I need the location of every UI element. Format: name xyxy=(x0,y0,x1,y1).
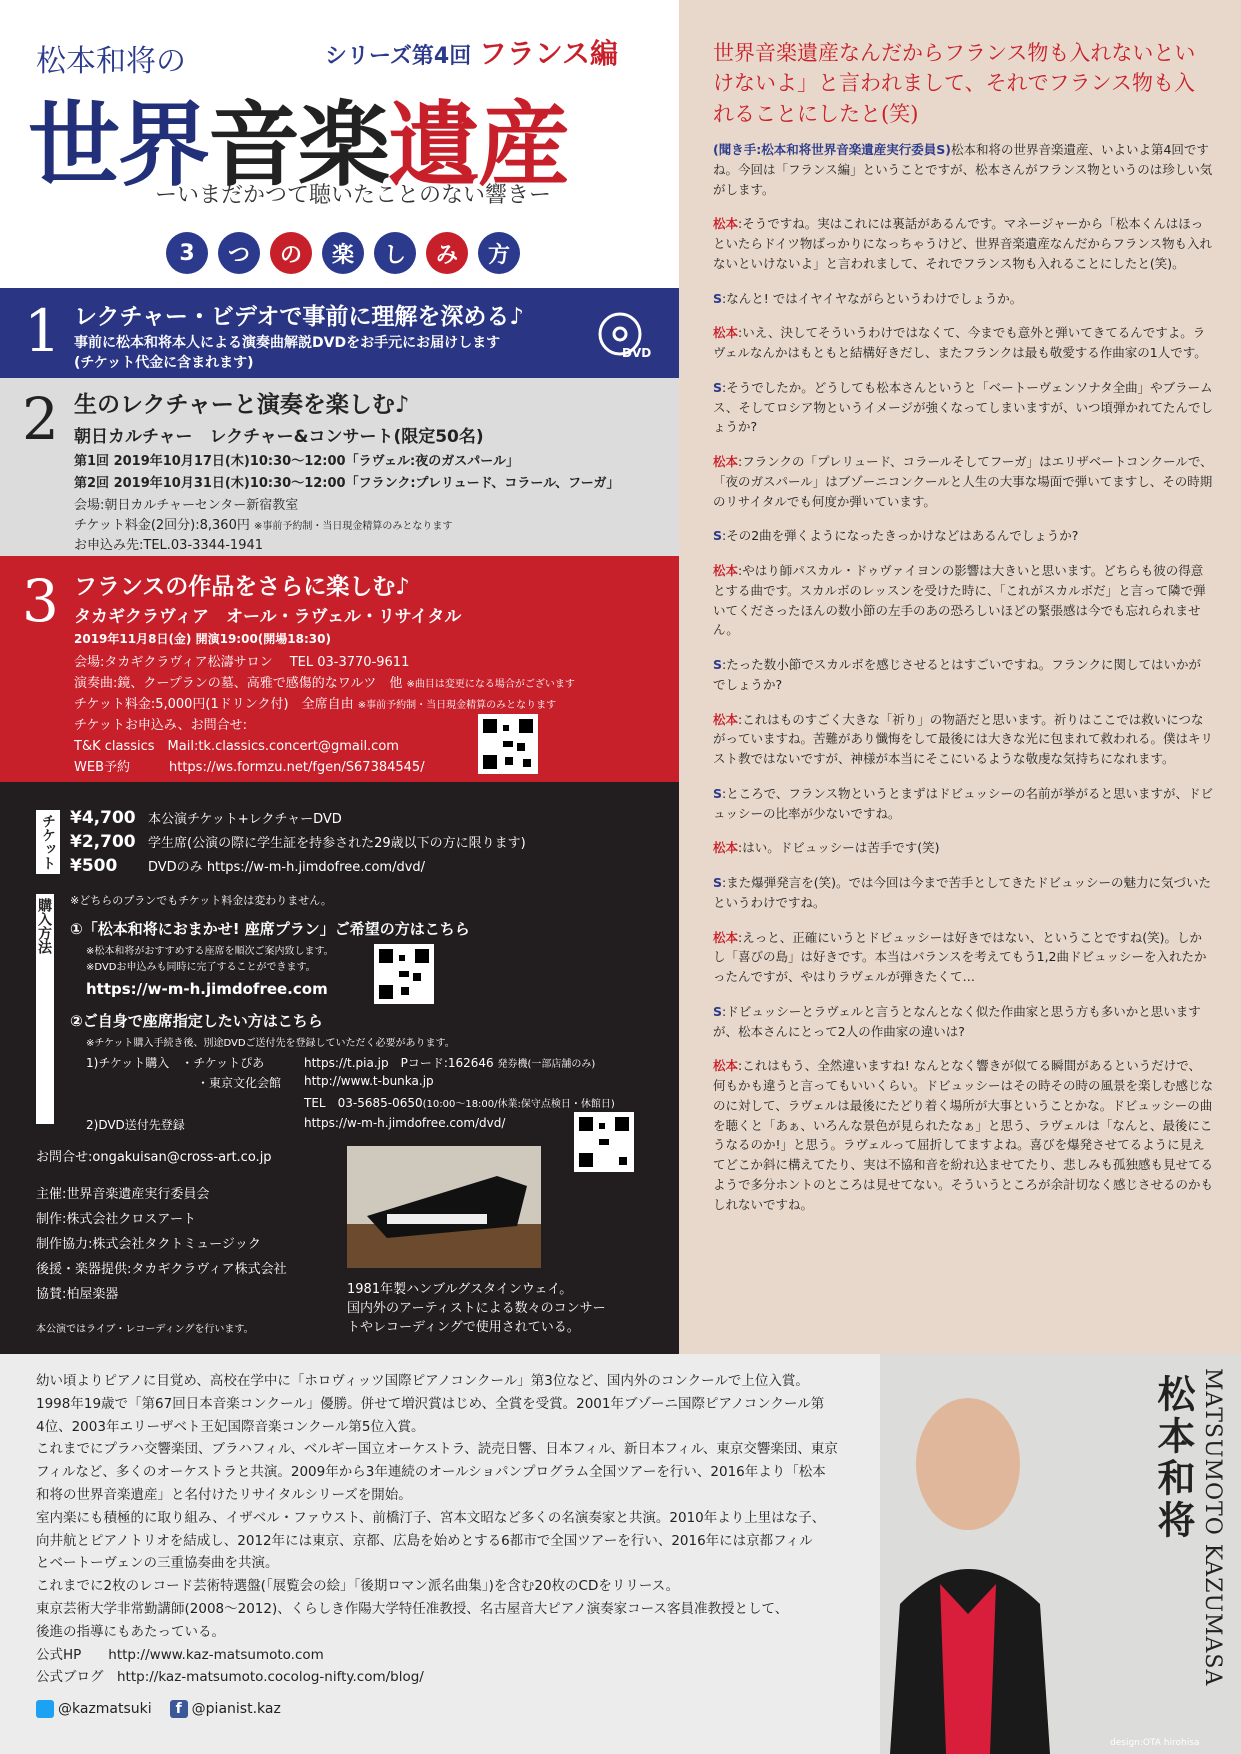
speaker-text: そうですね。実はこれには裏話があるんです。マネージャーから「松本くんはほっといたらドイツ物ばっかりになっちゃうけど、世界音楽遺産なんだからフランス物も入れないといけないよ」と言われまして、それでフランス物も入れることにしたと(笑)。 xyxy=(713,216,1213,271)
section-heading: レクチャー・ビデオで事前に理解を深める♪ xyxy=(74,304,525,330)
subtitle: ーいまだかつて聴いたことのない響きー xyxy=(155,183,552,208)
price-row xyxy=(70,832,526,856)
interview-paragraph xyxy=(713,323,1213,363)
program-text: 演奏曲:鏡、クープランの墓、高雅で感傷的なワルツ 他 xyxy=(74,676,403,691)
note-text: ※DVDお申込みも同時に完了することができます。 xyxy=(86,962,316,973)
note-text: ※どちらのプランでもチケット料金は変わりません。 xyxy=(70,894,332,907)
section-2 xyxy=(0,378,679,556)
speaker-separator: : xyxy=(738,325,743,341)
facebook-handle[interactable]: @pianist.kaz xyxy=(191,1701,281,1717)
section-heading: 生のレクチャーと演奏を楽しむ♪ xyxy=(74,392,410,418)
ticket-info xyxy=(0,782,679,1354)
series-label xyxy=(325,32,618,72)
speaker-label: S xyxy=(713,379,723,395)
speaker-separator: : xyxy=(722,290,727,306)
recording-note: 本公演ではライブ・レコーディングを行います。 xyxy=(36,1324,254,1335)
profile-line: 公式ブログ http://kaz-matsumoto.cocolog-nifty.com/blog/ xyxy=(36,1669,424,1686)
qr-code-icon[interactable] xyxy=(574,1112,634,1172)
bunka-link[interactable]: http://www.t-bunka.jp xyxy=(304,1074,434,1088)
artist-name-en: MATSUMOTO KAZUMASA xyxy=(1200,1368,1225,1687)
section-number: 2 xyxy=(22,385,59,453)
price-row xyxy=(70,856,526,880)
speaker-label: 松本 xyxy=(713,454,739,469)
speaker-separator: : xyxy=(722,528,727,544)
design-credit: design:OTA hirohisa xyxy=(1110,1738,1200,1748)
circle-char: し xyxy=(374,232,416,274)
series-edition: フランス編 xyxy=(478,37,619,70)
caption-line: 1981年製ハンブルグスタインウェイ。 xyxy=(347,1282,573,1297)
interview-paragraph xyxy=(713,214,1213,273)
intro-text: 松本和将の世界音楽遺産、いよいよ第4回ですね。今回は「フランス編」ということですが、松本さんがフランス物というのは珍しい気がします。 xyxy=(713,142,1213,197)
twitter-handle[interactable]: @kazmatsuki xyxy=(58,1701,152,1717)
interview-paragraph xyxy=(713,289,1213,309)
speaker-label: 松本 xyxy=(713,216,739,232)
circle-char: み xyxy=(426,232,468,274)
social-links xyxy=(36,1700,281,1718)
section-sub: 朝日カルチャー レクチャー&コンサート(限定50名) xyxy=(74,427,484,447)
organizer-item: 協賛:柏屋楽器 xyxy=(36,1287,119,1302)
profile-line: 和将の世界音楽遺産」と名付けたリサイタルシリーズを開始。 xyxy=(36,1486,412,1503)
section-number: 3 xyxy=(22,567,59,635)
speaker-text: えっと、正確にいうとドビュッシーは好きではない、ということですね(笑)。しかし「喜びの島」は好きです。本当はバランスを考えてもう1,2曲ドビュッシーを入れたかったんですが、やはりラヴェルが弾きたくて… xyxy=(713,929,1207,984)
note-text: ※チケット購入手続き後、別途DVDご送付先を登録していただく必要があります。 xyxy=(86,1038,455,1049)
speaker-label: S xyxy=(713,657,723,672)
profile-line: 公式HP http://www.kaz-matsumoto.com xyxy=(36,1646,324,1663)
phone-number: TEL 03-5685-0650 xyxy=(304,1096,423,1110)
organizer-item: 主催:世界音楽遺産実行委員会 xyxy=(36,1187,210,1202)
section-line xyxy=(74,693,556,712)
dvd-label: DVD xyxy=(622,346,652,360)
speaker-separator: : xyxy=(738,1058,743,1074)
price-amount: ¥500 xyxy=(70,856,118,876)
section-line: 第1回 2019年10月17日(木)10:30〜12:00「ラヴェル:夜のガスパール」 xyxy=(74,454,519,469)
title-part-3: 遺産 xyxy=(388,91,569,199)
speaker-text: これはものすごく大きな「祈り」の物語だと思います。祈りはここでは救いにつながっていますね。苦難があり懺悔をして最後には大きな光に包まれて救われる。僕はキリスト教ではないですが、神様が本当にそこにいるような敬虔な気持ちになれます。 xyxy=(713,711,1214,766)
speaker-label: S xyxy=(713,528,723,544)
section-line xyxy=(74,514,452,533)
speaker-separator: : xyxy=(738,711,743,727)
note-text: ※曲目は変更になる場合がございます xyxy=(406,679,575,690)
price-amount: ¥2,700 xyxy=(70,832,136,852)
speaker-label: S xyxy=(713,290,723,306)
interview-paragraph xyxy=(713,873,1213,913)
speaker-text: フランクの「プレリュード、コラールそしてフーガ」はエリザベートコンクールで、「夜のガスパール」はブゾーニコンクールと人生の大事な場面で弾いてますし、その時期のリサイタルでも何度か弾いています。 xyxy=(713,454,1213,509)
section-line: 事前に松本和将本人による演奏曲解説DVDをお手元にお届けします xyxy=(74,335,501,351)
plan-1-link[interactable]: https://w-m-h.jimdofree.com xyxy=(86,980,328,998)
note-text: 発券機(一部店舗のみ) xyxy=(497,1059,596,1070)
twitter-icon xyxy=(36,1700,54,1718)
contact-mail-link[interactable]: T&K classics Mail:tk.classics.concert@gmail.com xyxy=(74,739,399,754)
interview-paragraph xyxy=(713,655,1213,695)
header xyxy=(0,0,679,288)
speaker-text: やはり師パスカル・ドゥヴァイヨンの影響は大きいと思います。どちらも彼の得意とする曲です。スカルボのレッスンを受けた時に、「これがスカルボだ」と言って隣で弾いてくださったほんの数小節の左手のあの恐ろしいほどの緊張感は今でも忘れられません。 xyxy=(713,563,1206,638)
section-line: お申込み先:TEL.03-3344-1941 xyxy=(74,538,264,553)
three-ways-circles xyxy=(166,232,520,274)
ticket-price-text: チケット料金:5,000円(1ドリンク付) 全席自由 xyxy=(74,697,354,712)
profile-line: フィルなど、多くのオーケストラと共演。2009年から3年連続のオールショパンプログラム全国ツアーを行い、2016年より「松本 xyxy=(36,1464,826,1481)
speaker-label: 松本 xyxy=(713,929,739,945)
note-text: ※松本和将がおすすめする座席を順次ご案内致します。 xyxy=(86,946,334,957)
interview-body xyxy=(713,140,1213,1229)
interview-paragraph xyxy=(713,378,1213,437)
interviewer-tag: (聞き手:松本和将世界音楽遺産実行委員S) xyxy=(713,142,951,157)
speaker-text: はい。ドビュッシーは苦手です(笑) xyxy=(742,840,940,856)
speaker-text: その2曲を弾くようになったきっかけなどはあるんでしょうか? xyxy=(726,528,1079,544)
profile xyxy=(0,1354,1241,1754)
speaker-text: ところで、フランス物というとまずはドビュッシーの名前が挙がると思いますが、ドビュッシーの比率が少ないですね。 xyxy=(713,785,1213,821)
price-desc: DVDのみ https://w-m-h.jimdofree.com/dvd/ xyxy=(148,860,426,875)
dvd-icon xyxy=(598,310,650,362)
profile-line: 後進の指導にもあたっている。 xyxy=(36,1623,225,1640)
speaker-separator: : xyxy=(738,929,743,945)
speaker-separator: : xyxy=(738,840,743,856)
purchase-step: ・東京文化会館 xyxy=(197,1076,282,1090)
interview-paragraph xyxy=(713,561,1213,640)
section-heading: フランスの作品をさらに楽しむ♪ xyxy=(74,574,410,600)
organizer-list xyxy=(36,1182,287,1307)
profile-line: 4位、2003年エリーザベト王妃国際音楽コンクール第5位入賞。 xyxy=(36,1418,425,1435)
ticket-price-text: チケット料金(2回分):8,360円 xyxy=(74,518,250,533)
interview xyxy=(679,0,1241,1354)
price-row xyxy=(70,808,526,832)
profile-line: 幼い頃よりピアノに目覚め、高校在学中に「ホロヴィッツ国際ピアノコンクール」第3位など、国内外のコンクールで上位入賞。 xyxy=(36,1373,809,1389)
profile-line: とベートーヴェンの三重協奏曲を共演。 xyxy=(36,1555,279,1572)
contact-email[interactable]: お問合せ:ongakuisan@cross-art.co.jp xyxy=(36,1150,272,1165)
speaker-text: ドビュッシーとラヴェルと言うとなんとなく似た作曲家と思う方も多いかと思いますが、松本さんにとって2人の作曲家の違いは? xyxy=(713,1003,1201,1039)
pia-link[interactable] xyxy=(304,1054,595,1071)
piano-caption xyxy=(347,1280,606,1337)
speaker-label: S xyxy=(713,1003,723,1019)
plan-1-heading: ①「松本和将におまかせ! 座席プラン」ご希望の方はこちら xyxy=(70,920,470,938)
speaker-label: 松本 xyxy=(713,325,739,341)
title-part-1: 世界 xyxy=(28,91,209,199)
speaker-separator: : xyxy=(722,1003,727,1019)
caption-line: 国内外のアーティストによる数々のコンサー xyxy=(347,1301,606,1316)
section-line: 会場:朝日カルチャーセンター新宿教室 xyxy=(74,498,299,513)
speaker-text: なんと! ではイヤイヤながらというわけでしょうか。 xyxy=(726,290,1023,306)
name-prefix: 松本和将の xyxy=(36,44,186,79)
section-number: 1 xyxy=(24,297,61,365)
price-amount: ¥4,700 xyxy=(70,808,136,828)
circle-char: つ xyxy=(218,232,260,274)
speaker-separator: : xyxy=(722,875,727,890)
circle-char: の xyxy=(270,232,312,274)
speaker-label: 松本 xyxy=(713,711,739,727)
profile-text xyxy=(36,1370,886,1689)
purchase-step: 1)チケット購入 ・チケットぴあ xyxy=(86,1056,265,1070)
series-number: シリーズ第4回 xyxy=(325,44,472,69)
qr-code-icon[interactable] xyxy=(478,714,538,774)
note-text: ※事前予約制・当日現金精算のみとなります xyxy=(253,521,453,532)
speaker-separator: : xyxy=(738,563,743,578)
purchase-step: 2)DVD送付先登録 xyxy=(86,1118,185,1132)
speaker-label: 松本 xyxy=(713,1058,739,1074)
interview-paragraph xyxy=(713,784,1213,824)
speaker-separator: : xyxy=(738,216,743,232)
pia-url[interactable]: https://t.pia.jp Pコード:162646 xyxy=(304,1056,494,1070)
price-desc: 学生席(公演の際に学生証を持参された29歳以下の方に限ります) xyxy=(148,836,526,851)
facebook-link[interactable] xyxy=(170,1700,281,1718)
title-part-2: 音楽 xyxy=(208,91,389,199)
speaker-separator: : xyxy=(722,379,727,395)
profile-line: 1998年19歳で「第67回日本音楽コンクール」優勝。併せて増沢賞はじめ、全賞を受賞。2001年ブゾーニ国際ピアノコンクール第 xyxy=(36,1395,825,1412)
speaker-text: これはもう、全然違いますね! なんとなく響きが似てる瞬間があるというだけで、何もかも違うと言ってもいいくらい。ドビュッシーはその時その時の風景を楽しむ感じなのに対して、ラヴェルは最後にたどり着く場所が大事ということかな。ドビュッシーの曲を聴くと「あぁ、いろんな景色が見られたなぁ」と思う、ラヴェルは「なんと、最後にこうなるのか!」と思う。ラヴェルって屈折してますよね。喜びを爆発させてるように見えてどこか斜に構えてたり、実は不協和音を紛れ込ませてたり、悲しみも孤独感も見せてるようで多分ホントのところは見せてない。そういうところが余計切なく感じさせるのかもしれないですね。 xyxy=(713,1058,1214,1212)
speaker-label: 松本 xyxy=(713,563,739,578)
web-reservation-link[interactable]: WEB予約 https://ws.formzu.net/fgen/S67384545/ xyxy=(74,760,425,775)
circle-char: 方 xyxy=(478,232,520,274)
organizer-item: 制作:株式会社クロスアート xyxy=(36,1212,196,1227)
section-line xyxy=(74,672,575,691)
interview-paragraph xyxy=(713,452,1213,511)
interview-paragraph xyxy=(713,1056,1213,1214)
profile-line: これまでに2枚のレコード芸術特選盤(「展覧会の絵」「後期ロマン派名曲集」)を含む20枚のCDをリリース。 xyxy=(36,1578,680,1595)
section-line: チケットお申込み、お問合せ: xyxy=(74,718,247,733)
speaker-label: S xyxy=(713,785,723,801)
speaker-text: そうでしたか。どうしても松本さんというと「ベートーヴェンソナタ全曲」やブラームス、そしてロシア物というイメージが強くなってしまいますが、いつ頃弾かれてたんでしょうか? xyxy=(713,379,1214,435)
section-line: (チケット代金に含まれます) xyxy=(74,355,254,371)
plan-2-heading: ②ご自身で座席指定したい方はこちら xyxy=(70,1012,323,1030)
profile-line: 東京芸術大学非常勤講師(2008〜2012)、くらしき作陽大学特任准教授、名古屋音大ピアノ演奏家コース客員准教授として、 xyxy=(36,1600,789,1617)
price-desc: 本公演チケット+レクチャーDVD xyxy=(148,812,342,827)
interview-intro xyxy=(713,140,1213,199)
circle-char: 3 xyxy=(166,232,208,274)
twitter-link[interactable] xyxy=(36,1700,152,1718)
section-line: 会場:タカギクラヴィア松濤サロン TEL 03-3770-9611 xyxy=(74,655,410,670)
speaker-separator: : xyxy=(722,657,727,672)
artist-name-jp: 松本和将 xyxy=(1151,1374,1196,1542)
speaker-text: いえ、決してそういうわけではなくて、今までも意外と弾いてきてるんですよ。ラヴェルなんかはもともと結構好きだし、またフランクは最も敬愛する作曲家の1人です。 xyxy=(713,325,1207,360)
section-1 xyxy=(0,288,679,378)
profile-line: これまでにプラハ交響楽団、ブラハフィル、ベルギー国立オーケストラ、読売日響、日本フィル、新日本フィル、東京交響楽団、東京 xyxy=(36,1441,838,1458)
ticket-label: チケット xyxy=(36,810,60,874)
organizer-item: 後援・楽器提供:タカギクラヴィア株式会社 xyxy=(36,1262,287,1277)
interview-paragraph xyxy=(713,838,1213,858)
piano-photo xyxy=(347,1146,541,1268)
note-text: ※事前予約制・当日現金精算のみとなります xyxy=(357,700,557,711)
section-line: 第2回 2019年10月31日(木)10:30〜12:00「フランク:プレリュード、コラール、フーガ」 xyxy=(74,476,620,491)
speaker-separator: : xyxy=(722,785,727,801)
circle-char: 楽 xyxy=(322,232,364,274)
interview-paragraph xyxy=(713,928,1213,987)
facebook-icon: f xyxy=(170,1700,188,1718)
dvd-register-link[interactable]: https://w-m-h.jimdofree.com/dvd/ xyxy=(304,1116,506,1130)
speaker-separator: : xyxy=(738,454,743,469)
speaker-text: また爆弾発言を(笑)。では今回は今まで苦手としてきたドビュッシーの魅力に気づいたというわけですね。 xyxy=(713,875,1211,910)
speaker-label: S xyxy=(713,875,723,890)
interview-paragraph xyxy=(713,710,1213,769)
price-list xyxy=(70,808,526,880)
profile-line: 向井航とピアノトリオを結成し、2012年には東京、京都、広島を始めとする6都市で全国ツアーを行い、2016年には京都フィル xyxy=(36,1532,813,1549)
interview-paragraph xyxy=(713,526,1213,546)
section-3 xyxy=(0,556,679,782)
speaker-label: 松本 xyxy=(713,840,739,856)
qr-code-icon[interactable] xyxy=(374,944,434,1004)
section-line: 2019年11月8日(金) 開演19:00(開場18:30) xyxy=(74,632,331,646)
interview-paragraph xyxy=(713,1002,1213,1042)
organizer-item: 制作協力:株式会社タクトミュージック xyxy=(36,1237,261,1252)
phone-text xyxy=(304,1094,615,1111)
note-text: (10:00〜18:00/休業:保守点検日・休館日) xyxy=(422,1099,615,1110)
interview-headline: 世界音楽遺産なんだからフランス物も入れないといけないよ」と言われまして、それでフランス物も入れることにしたと(笑) xyxy=(713,41,1196,126)
speaker-text: たった数小節でスカルボを感じさせるとはすごいですね。フランクに関してはいかがでしょうか? xyxy=(713,657,1201,692)
profile-line: 室内楽にも積極的に取り組み、イザベル・ファウスト、前橋汀子、宮本文昭など多くの名演奏家と共演。2010年より上里はな子、 xyxy=(36,1509,826,1526)
purchase-label: 購入方法 xyxy=(36,894,54,1124)
caption-line: トやレコーディングで使用されている。 xyxy=(347,1320,580,1335)
section-sub: タカギクラヴィア オール・ラヴェル・リサイタル xyxy=(74,607,462,627)
